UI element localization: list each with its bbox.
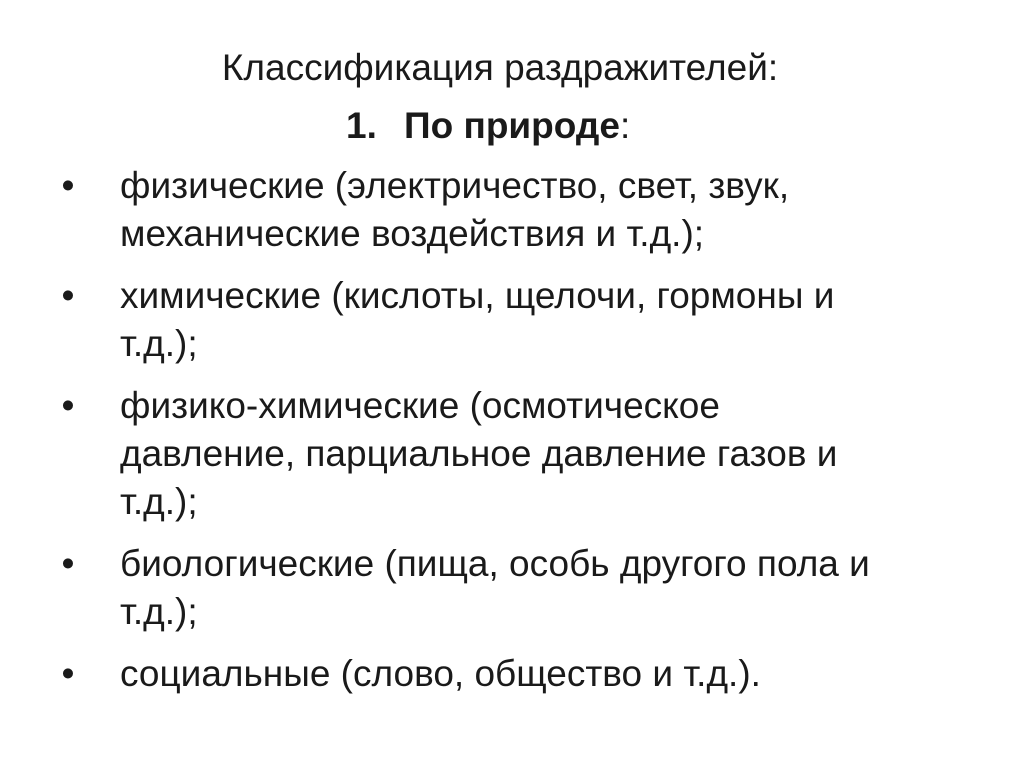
list-item-line: социальные (слово, общество и т.д.). — [120, 653, 761, 694]
list-item-line: давление, парциальное давление газов и — [120, 433, 838, 474]
list-item-line: механические воздействия и т.д.); — [120, 213, 705, 254]
list-item-line: т.д.); — [120, 323, 198, 364]
list-item-line: физико-химические (осмотическое — [120, 385, 720, 426]
slide-title: Классификация раздражителей: — [221, 47, 779, 88]
list-item-physical — [0, 162, 1024, 258]
bullet-icon: • — [61, 165, 75, 206]
list-item-physicochemical — [0, 382, 1024, 526]
bullet-icon: • — [61, 543, 75, 584]
heading-label: По природе — [404, 105, 620, 146]
section-heading — [346, 104, 630, 148]
list-item-line: физические (электричество, свет, звук, — [120, 165, 790, 206]
bullet-list — [0, 162, 1024, 712]
bullet-icon: • — [61, 385, 75, 426]
list-item-line: т.д.); — [120, 481, 198, 522]
list-item-line: биологические (пища, особь другого пола и — [120, 543, 870, 584]
list-item-line: химические (кислоты, щелочи, гормоны и — [120, 275, 835, 316]
list-item-social — [0, 650, 1024, 698]
heading-number: 1. — [346, 105, 377, 146]
heading-colon: : — [619, 105, 631, 146]
list-item-line: т.д.); — [120, 591, 198, 632]
bullet-icon: • — [61, 275, 75, 316]
list-item-chemical — [0, 272, 1024, 368]
list-item-biological — [0, 540, 1024, 636]
bullet-icon: • — [61, 653, 75, 694]
